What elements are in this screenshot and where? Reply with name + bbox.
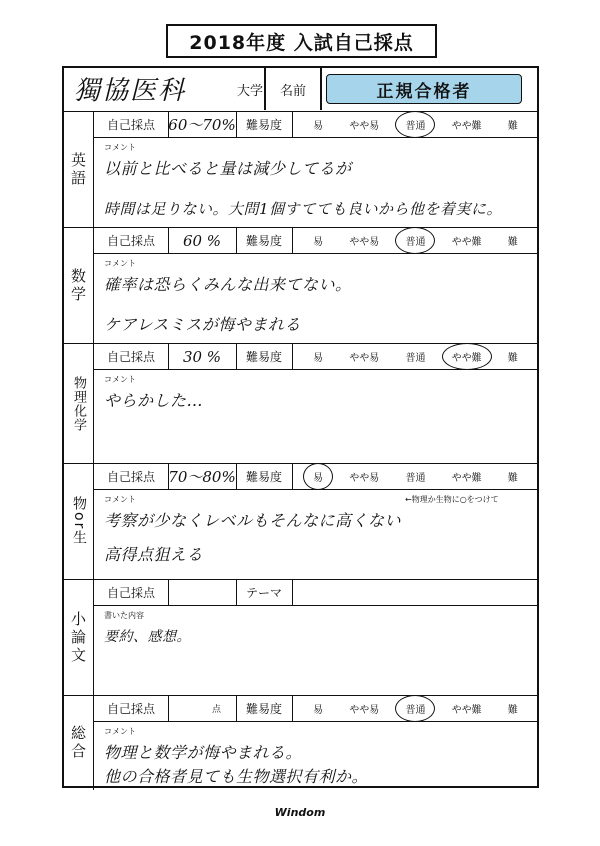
section-overall — [64, 696, 537, 790]
difficulty-option: 普通 — [405, 473, 426, 484]
section-physics-or-biology — [64, 464, 537, 580]
comment-line: やらかした… — [104, 391, 204, 410]
difficulty-option: やや難 — [451, 473, 482, 484]
difficulty-option: 難 — [507, 353, 518, 364]
difficulty-option: 易 — [313, 705, 324, 716]
score-row — [94, 344, 537, 370]
score-row — [94, 580, 537, 606]
comment-line: 高得点狙える — [104, 545, 204, 564]
difficulty-option: やや易 — [349, 121, 380, 132]
header-row — [64, 68, 537, 112]
comment-line: 以前と比べると量は減少してるが — [104, 159, 352, 178]
subject-label: 物or生 — [71, 496, 87, 547]
written-content-label: 書いた内容 — [104, 611, 144, 620]
subject-label: 数学 — [69, 267, 87, 304]
self-score-label: 自己採点 — [106, 118, 155, 132]
difficulty-option: 易 — [313, 237, 324, 248]
self-score-value: 60 % — [182, 231, 222, 250]
university-name: 獨協医科 — [74, 76, 187, 106]
comment-label: コメント — [104, 375, 136, 384]
comment-line: 物理と数学が悔やまれる。 — [104, 743, 303, 762]
instruction-note: ←物理か生物に○をつけて — [405, 495, 499, 504]
difficulty-options — [294, 696, 537, 721]
difficulty-option: 普通 — [405, 353, 426, 364]
difficulty-options — [294, 464, 537, 489]
comment-line: 考察が少なくレベルもそんなに高くない — [104, 511, 402, 530]
difficulty-options — [294, 228, 537, 253]
comment-label: コメント — [104, 143, 136, 152]
footer-brand: Windom — [274, 806, 326, 819]
difficulty-option: やや難 — [448, 348, 486, 365]
self-score-value: 60〜70% — [168, 116, 236, 134]
subject-label: 総合 — [69, 725, 87, 761]
self-score-value — [168, 696, 236, 721]
theme-value — [294, 580, 537, 605]
self-score-label: 自己採点 — [106, 350, 155, 364]
difficulty-option: やや易 — [349, 705, 380, 716]
difficulty-option: 難 — [507, 121, 518, 132]
divider — [264, 68, 266, 110]
difficulty-option: 易 — [309, 468, 327, 485]
difficulty-option: やや難 — [451, 705, 482, 716]
theme-label: テーマ — [245, 586, 282, 600]
difficulty-option: 易 — [313, 353, 324, 364]
subject-label: 小論文 — [69, 610, 87, 665]
name-label: 名前 — [279, 83, 306, 99]
difficulty-options — [294, 112, 537, 137]
comment-line: 他の合格者見ても生物選択有利か。 — [104, 767, 369, 786]
written-content: 要約、感想。 — [104, 629, 191, 645]
comment-label: コメント — [104, 495, 136, 504]
difficulty-option: やや易 — [349, 353, 380, 364]
self-score-label: 自己採点 — [106, 586, 155, 600]
section-essay — [64, 580, 537, 696]
comment-label: コメント — [104, 727, 136, 736]
difficulty-label: 難易度 — [245, 470, 282, 484]
section-physics-chemistry — [64, 344, 537, 464]
difficulty-label: 難易度 — [245, 350, 282, 364]
point-unit: 点 — [212, 705, 222, 715]
difficulty-label: 難易度 — [245, 702, 282, 716]
divider — [320, 68, 322, 110]
university-label: 大学 — [236, 83, 263, 99]
score-row — [94, 112, 537, 138]
difficulty-option: 難 — [507, 237, 518, 248]
difficulty-option: 難 — [507, 705, 518, 716]
score-row — [94, 228, 537, 254]
self-score-value: 30 % — [182, 347, 222, 366]
difficulty-option: 普通 — [401, 116, 429, 133]
difficulty-option: 難 — [507, 473, 518, 484]
self-score-label: 自己採点 — [106, 470, 155, 484]
comment-line: 確率は恐らくみんな出来てない。 — [104, 275, 352, 294]
difficulty-options — [294, 344, 537, 369]
comment-line: ケアレスミスが悔やまれる — [104, 315, 301, 334]
result-badge: 正規合格者 — [326, 74, 522, 104]
self-score-value — [168, 580, 236, 605]
subject-label: 英語 — [69, 151, 87, 188]
difficulty-option: 普通 — [401, 232, 429, 249]
subject-label: 物理化学 — [71, 375, 86, 432]
difficulty-option: やや易 — [349, 237, 380, 248]
comment-label: コメント — [104, 259, 136, 268]
score-sheet — [62, 66, 539, 788]
difficulty-option: 易 — [313, 121, 324, 132]
score-row — [94, 464, 537, 490]
page-title: 2018年度 入試自己採点 — [166, 24, 437, 58]
difficulty-label: 難易度 — [245, 118, 282, 132]
comment-line: 時間は足りない。大問1個すてても良いから他を着実に。 — [104, 200, 502, 218]
self-score-label: 自己採点 — [106, 234, 155, 248]
difficulty-option: 普通 — [401, 700, 429, 717]
section-math — [64, 228, 537, 344]
score-row — [94, 696, 537, 722]
difficulty-option: やや易 — [349, 473, 380, 484]
section-english — [64, 112, 537, 228]
self-score-label: 自己採点 — [106, 702, 155, 716]
difficulty-option: やや難 — [451, 237, 482, 248]
difficulty-option: やや難 — [451, 121, 482, 132]
difficulty-label: 難易度 — [245, 234, 282, 248]
self-score-value: 70〜80% — [168, 468, 236, 486]
